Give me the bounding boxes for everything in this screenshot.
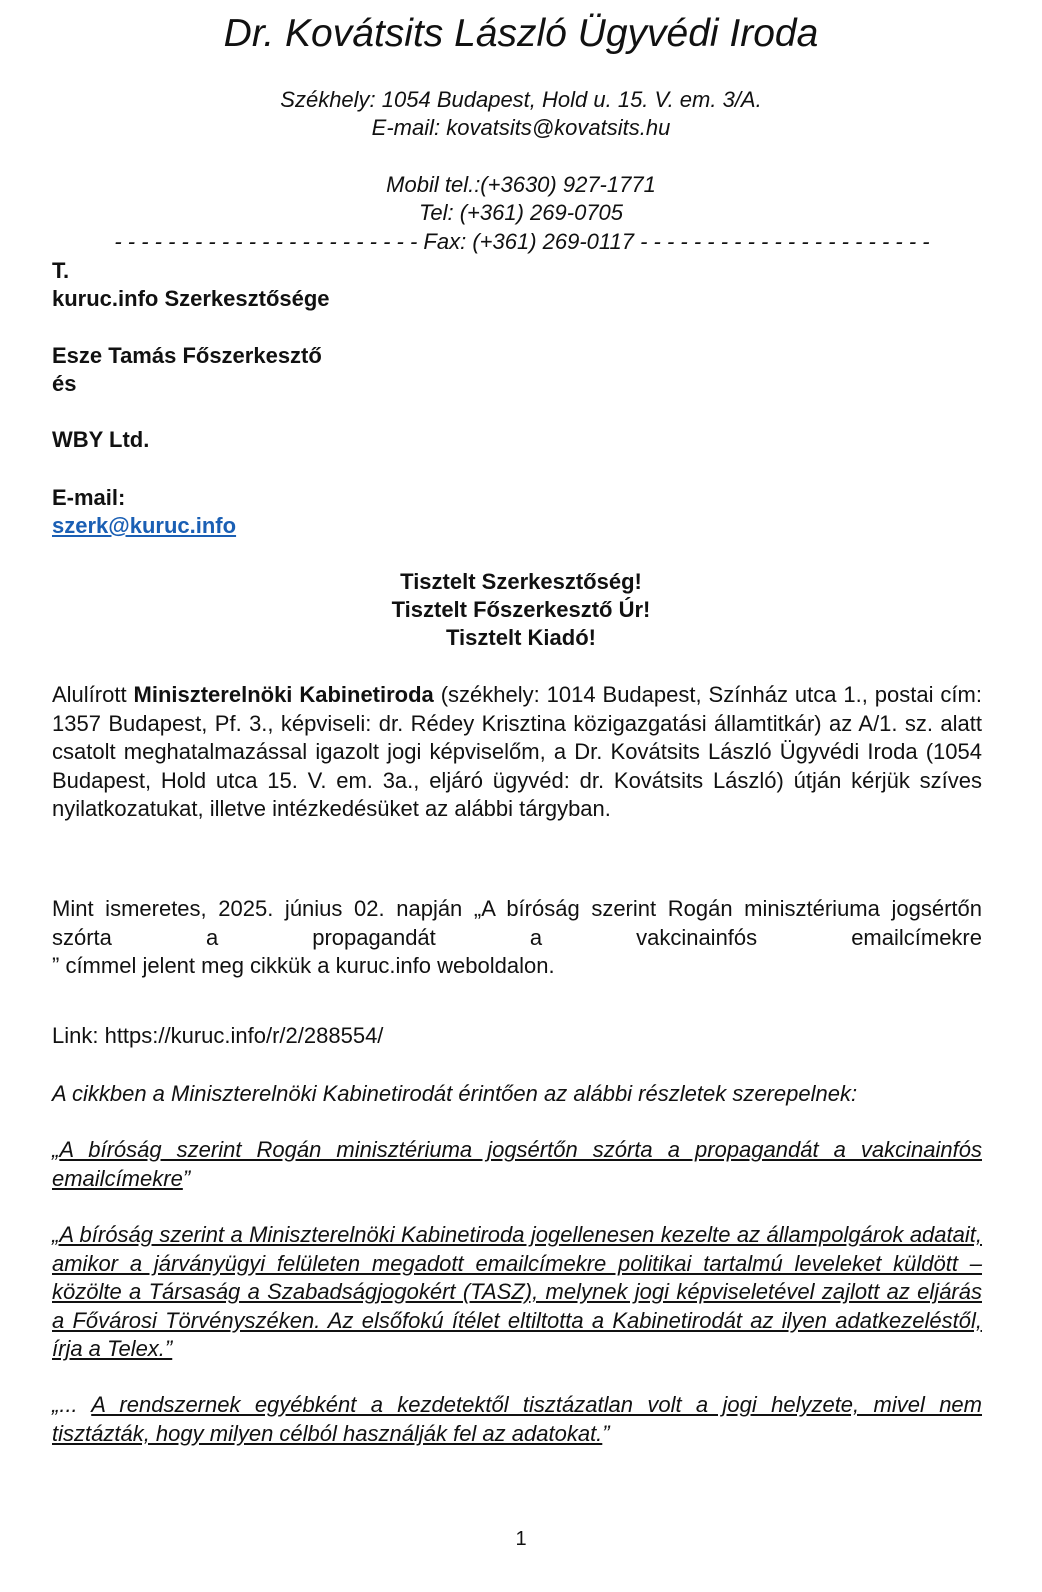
addressee-prefix: T. (52, 258, 70, 283)
article-intro: A cikkben a Miniszterelnöki Kabinetirodát érintően az alábbi részletek szerepelnek: (52, 1081, 858, 1106)
office-seat: Székhely: 1054 Budapest, Hold u. 15. V. em. 3/A. (280, 87, 762, 112)
page-number: 1 (515, 1528, 527, 1550)
quote-3: „... A rendszernek egyébként a kezdetektől tisztázatlan volt a jogi helyzete, mivel nem tisztázták, hogy milyen célból használják fel az adatokat.” (52, 1392, 982, 1446)
office-mobile: Mobil tel.:(+3630) 927-1771 (386, 172, 656, 197)
quote-2: „A bíróság szerint a Miniszterelnöki Kabinetiroda jogellenesen kezelte az állampolgárok adatait, amikor a járványügyi felületen megadott emailcímekre politikai tartalmú leveleket küldött – közölte a Társaság a Szabadságjogokért (TASZ), melynek jogi képviseletével zajlott az eljárás a Fővárosi Törvényszéken. Az elsőfokú ítélet eltiltotta a Kabinetirodát az ilyen adatkezeléstől, írja a Telex.” (52, 1222, 982, 1361)
office-email: E-mail: kovatsits@kovatsits.hu (371, 115, 671, 140)
quote-1: „A bíróság szerint Rogán minisztériuma jogsértőn szórta a propagandát a vakcinainfós emailcímekre” (52, 1137, 982, 1191)
body-paragraph-2: Mint ismeretes, 2025. június 02. napján „A bíróság szerint Rogán minisztériuma jogsértőn szórta a propagandát a vakcinainfós emailcímekre (52, 896, 982, 950)
greeting-editorial: Tisztelt Szerkesztőség! (400, 569, 642, 594)
article-link: Link: https://kuruc.info/r/2/288554/ (52, 1023, 384, 1048)
client-name: Miniszterelnöki Kabinetiroda (133, 682, 434, 707)
addressee-editorial: kuruc.info Szerkesztősége (52, 286, 330, 311)
office-tel: Tel: (+361) 269-0705 (418, 200, 624, 225)
addressee-email-link[interactable]: szerk@kuruc.info (52, 513, 237, 538)
body-paragraph-2-end: ” címmel jelent meg cikkük a kuruc.info weboldalon. (52, 953, 555, 978)
addressee-editor: Esze Tamás Főszerkesztő (52, 343, 322, 368)
office-fax-line: - - - - - - - - - - - - - - - - - - - - - - - Fax: (+361) 269-0117 - - - - - - - - - - - - - - - - - - - - - - (114, 229, 930, 254)
greeting-publisher: Tisztelt Kiadó! (446, 625, 596, 650)
addressee-and: és (52, 371, 77, 396)
body-paragraph-1: Alulírott Miniszterelnöki Kabinetiroda (székhely: 1014 Budapest, Színház utca 1., postai cím: 1357 Budapest, Pf. 3., képviseli: dr. Rédey Krisztina közigazgatási államtitkár) az A/1. sz. alatt csatolt meghatalmazással igazolt jogi képviselőm, a Dr. Kovátsits László Ügyvédi Iroda (1054 Budapest, Hold utca 15. V. em. 3a., eljáró ügyvéd: dr. Kovátsits László) útján kérjük szíves nyilatkozatukat, illetve intézkedésüket az alábbi tárgyban. (52, 682, 982, 821)
greeting-editor: Tisztelt Főszerkesztő Úr! (391, 597, 651, 622)
addressee-publisher: WBY Ltd. (52, 427, 150, 452)
addressee-email-label: E-mail: (52, 485, 126, 510)
law-office-title: Dr. Kovátsits László Ügyvédi Iroda (223, 12, 819, 55)
